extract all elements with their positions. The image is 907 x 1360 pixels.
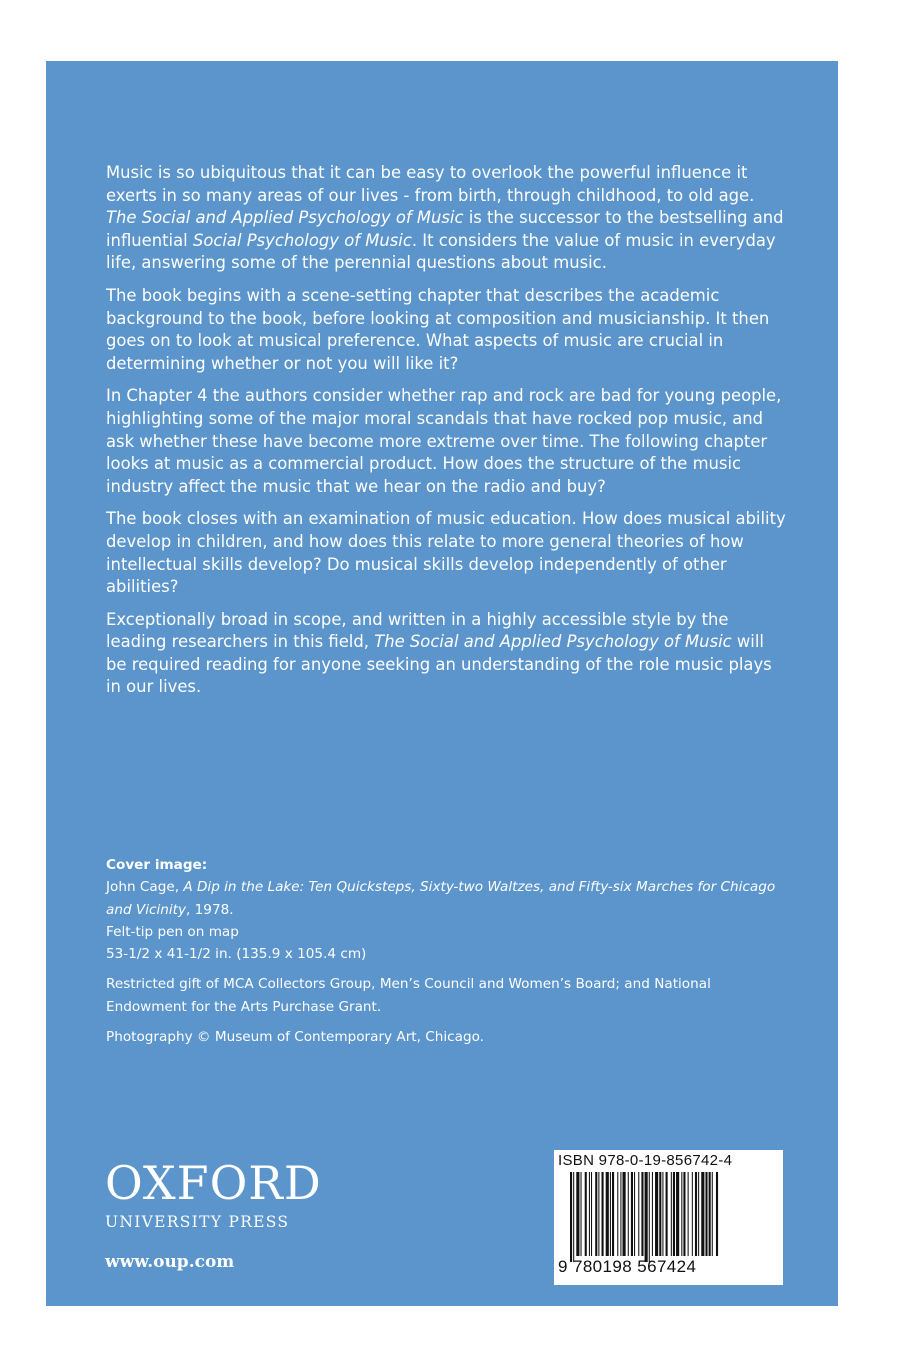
publisher-name: OXFORD	[105, 1156, 322, 1210]
barcode-bar	[585, 1172, 587, 1256]
barcode-bar	[676, 1172, 679, 1256]
book-title: The Social and Applied Psychology of Music	[374, 632, 732, 652]
barcode-bar	[716, 1172, 718, 1256]
barcode-bar	[688, 1172, 689, 1256]
barcode-bar	[649, 1172, 650, 1262]
barcode-bar	[570, 1172, 572, 1262]
barcode-bar	[659, 1172, 661, 1256]
barcode-bar	[709, 1172, 711, 1256]
barcode-bar	[634, 1172, 635, 1256]
book-title: The Social and Applied Psychology of Music	[106, 208, 464, 228]
barcode-bar	[576, 1172, 579, 1256]
barcode-bar	[683, 1172, 685, 1256]
barcode-bar	[698, 1172, 699, 1256]
barcode-bar	[631, 1172, 633, 1256]
barcode-bar	[671, 1172, 672, 1256]
publisher-url[interactable]: www.oup.com	[105, 1252, 235, 1272]
barcode-bar	[612, 1172, 614, 1256]
barcode-bar	[701, 1172, 704, 1256]
barcode-bar	[655, 1172, 658, 1256]
blurb-paragraph-2: The book begins with a scene-setting chapter that describes the academic background to the book, before looking at composition and musicianship. It then goes on to look at musical preference. What aspects of music are crucial in determining whether or not you will like it?	[106, 285, 770, 373]
barcode-bar	[692, 1172, 693, 1256]
blurb-paragraph-4: The book closes with an examination of music education. How does musical ability develop in children, and how does this relate to more general theories of how intellectual skills develop? Do musical skills develop independently of other abilities?	[106, 509, 786, 597]
barcode-bar	[681, 1172, 682, 1256]
barcode-bar	[620, 1172, 621, 1256]
barcode-bar	[573, 1172, 574, 1262]
credit-gift: Restricted gift of MCA Collectors Group, Men’s Council and Women’s Board; and National Endowment for the Arts Purchase Grant.	[106, 976, 711, 1015]
barcode-bar	[662, 1172, 663, 1256]
isbn-barcode	[554, 1150, 783, 1285]
credit-main: Cover image: John Cage, A Dip in the Lake: Ten Quicksteps, Sixty-two Waltzes, and Fifty-six Marches for Chicago and Vicinity, 1978. Felt-tip pen on map 53-1/2 x 41-1/2 in. (135.9 x 105.4 cm)	[106, 854, 786, 965]
barcode-bar	[641, 1172, 643, 1256]
barcode-bar	[581, 1172, 582, 1256]
credit-photography: Photography © Museum of Contemporary Art, Chicago.	[106, 1029, 484, 1046]
oxford-logo	[105, 1156, 322, 1231]
barcode-bar	[712, 1172, 713, 1256]
barcode-bar	[589, 1172, 590, 1256]
artwork-title: A Dip in the Lake: Ten Quicksteps, Sixty-two Waltzes, and Fifty-six Marches for Chicago and Vicinity	[106, 879, 776, 918]
barcode-bar	[602, 1172, 604, 1256]
barcode-bar	[645, 1172, 648, 1262]
barcode-bar	[595, 1172, 597, 1256]
barcode-bar	[591, 1172, 592, 1256]
barcode-bar	[695, 1172, 697, 1256]
barcode-bar	[598, 1172, 599, 1256]
blurb-paragraph-3: In Chapter 4 the authors consider whether rap and rock are bad for young people, highlighting some of the major moral scandals that have rocked pop music, and ask whether these have become more extreme over time. The following chapter looks at music as a commercial product. How does the structure of the music industry affect the music that we hear on the radio and buy?	[106, 386, 782, 496]
barcode-digits: 9 780198 567424	[558, 1257, 697, 1276]
previous-book-title: Social Psychology of Music	[192, 230, 412, 250]
barcode-bar	[610, 1172, 611, 1256]
barcode-bar	[638, 1172, 639, 1256]
artwork-medium: Felt-tip pen on map	[106, 923, 239, 940]
barcode-bar	[705, 1172, 707, 1256]
barcode-bar	[617, 1172, 618, 1256]
barcode-bar	[606, 1172, 609, 1256]
blurb	[106, 162, 786, 709]
blurb-paragraph-1: Music is so ubiquitous that it can be easy to overlook the powerful influence it exerts in so many areas of our lives - from birth, through childhood, to old age. The Social and Applied Psychology of Music is the successor to the bestselling and influential Social Psychology of Music. It considers the value of music in everyday life, answering some of the perennial questions about music.	[106, 163, 784, 273]
barcode-bar	[666, 1172, 668, 1256]
artwork-dimensions: 53-1/2 x 41-1/2 in. (135.9 x 105.4 cm)	[106, 946, 367, 963]
cover-image-credits	[106, 854, 786, 1056]
publisher-subtitle: UNIVERSITY PRESS	[105, 1213, 290, 1231]
barcode-bar	[628, 1172, 629, 1256]
blurb-paragraph-5: Exceptionally broad in scope, and written in a highly accessible style by the leading researchers in this field, The Social and Applied Psychology of Music will be required reading for anyone seeking an understanding of the role music plays in our lives.	[106, 609, 772, 697]
credit-label: Cover image:	[106, 857, 208, 873]
barcode-bar	[673, 1172, 675, 1256]
barcode-bar	[623, 1172, 626, 1256]
barcode-bar	[652, 1172, 653, 1256]
isbn-label: ISBN 978-0-19-856742-4	[558, 1152, 733, 1169]
back-cover	[46, 61, 838, 1306]
